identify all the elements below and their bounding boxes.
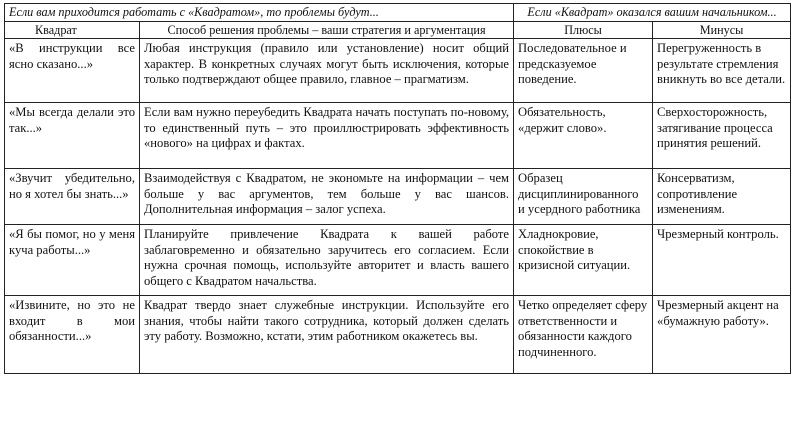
plus-cell: Обязательность, «держит слово». <box>514 103 653 169</box>
solution-cell: Квадрат твердо знает служебные инструкции. Используйте его знания, чтобы найти такого сотрудника, который должен сделать эту работу. Возможно, кстати, этим работником окажетесь вы. <box>140 296 514 374</box>
column-header-solution: Способ решения проблемы – ваши стратегия и аргументация <box>140 22 514 39</box>
solution-cell: Любая инструкция (правило или установление) носит общий характер. В конкретных случаях могут быть исключения, которые только подтверждают общее правило, главное – прагматизм. <box>140 39 514 103</box>
minus-cell: Сверхосторожность, затягивание процесса принятия решений. <box>653 103 791 169</box>
solution-cell: Взаимодействуя с Квадратом, не экономьте на информации – чем больше у вас аргументов, тем больше у вас шансов. Дополнительная информация – залог успеха. <box>140 169 514 225</box>
plus-cell: Четко определяет сферу ответственности и обязанности каждого подчиненного. <box>514 296 653 374</box>
plus-cell: Хладнокровие, спокойствие в кризисной ситуации. <box>514 225 653 296</box>
column-header-pluses: Плюсы <box>514 22 653 39</box>
section-header-left: Если вам приходится работать с «Квадратом», то проблемы будут... <box>5 4 514 22</box>
square-quote: «В инструкции все ясно сказано...» <box>5 39 140 103</box>
solution-cell: Если вам нужно переубедить Квадрата начать поступать по-новому, то единственный путь – это проиллюстрировать эффективность «нового» на цифрах и фактах. <box>140 103 514 169</box>
square-quote: «Мы всегда делали это так...» <box>5 103 140 169</box>
section-header-row <box>5 4 791 22</box>
solution-cell: Планируйте привлечение Квадрата к вашей работе заблаговременно и обязательно заручитесь его согласием. Если нужна срочная помощь, используйте авторитет и власть вашего общего с Квадратом начальства. <box>140 225 514 296</box>
table-row <box>5 39 791 103</box>
square-quote: «Я бы помог, но у меня куча работы...» <box>5 225 140 296</box>
plus-cell: Образец дисциплинированного и усердного работника <box>514 169 653 225</box>
table-row <box>5 225 791 296</box>
minus-cell: Консерватизм, сопротивление изменениям. <box>653 169 791 225</box>
column-header-row <box>5 22 791 39</box>
minus-cell: Чрезмерный контроль. <box>653 225 791 296</box>
minus-cell: Чрезмерный акцент на «бумажную работу». <box>653 296 791 374</box>
square-strategy-table <box>4 3 791 374</box>
square-quote: «Извините, но это не входит в мои обязанности...» <box>5 296 140 374</box>
square-quote: «Звучит убедительно, но я хотел бы знать...» <box>5 169 140 225</box>
table-row <box>5 169 791 225</box>
plus-cell: Последовательное и предсказуемое поведение. <box>514 39 653 103</box>
minus-cell: Перегруженность в результате стремления вникнуть во все детали. <box>653 39 791 103</box>
table-row <box>5 296 791 374</box>
section-header-right: Если «Квадрат» оказался вашим начальником... <box>514 4 791 22</box>
table-row <box>5 103 791 169</box>
column-header-square: Квадрат <box>5 22 140 39</box>
column-header-minuses: Минусы <box>653 22 791 39</box>
